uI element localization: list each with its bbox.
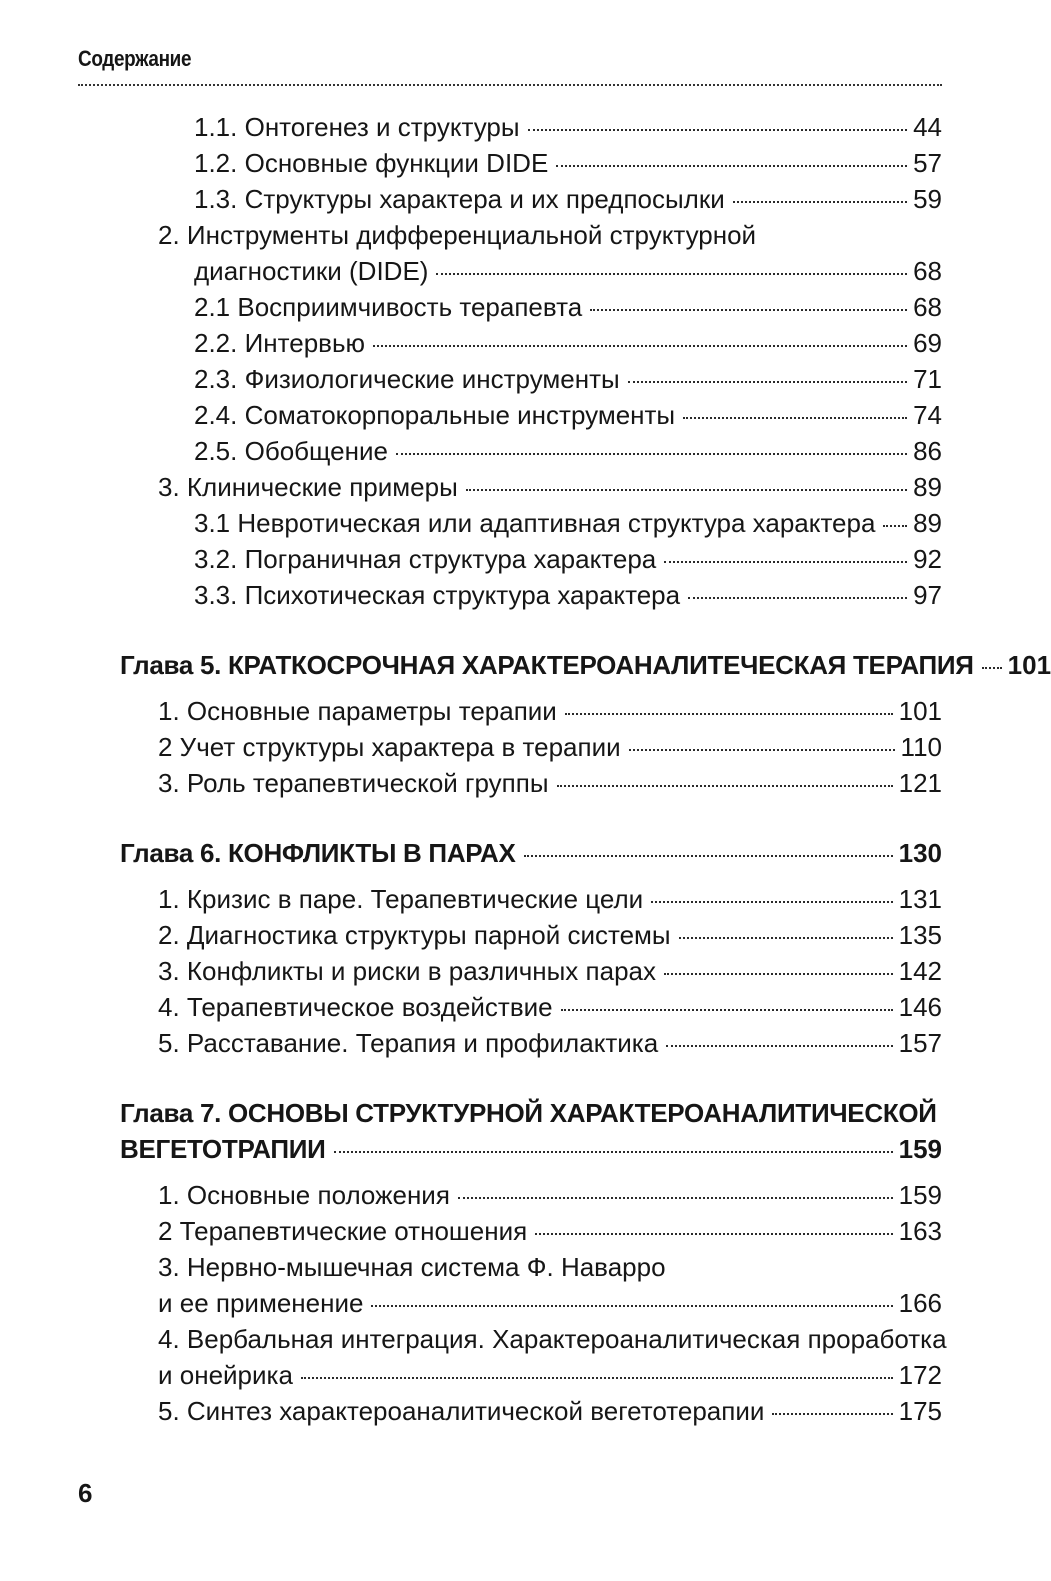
toc-entry-title: 2.3. Физиологические инструменты — [194, 364, 620, 394]
running-header-title: Содержание — [78, 46, 192, 71]
dot-leader — [334, 1151, 893, 1153]
toc-entry-title-line1[interactable]: 2. Инструменты дифференциальной структурной — [158, 220, 757, 250]
toc-entry-title: 2.2. Интервью — [194, 328, 366, 358]
toc-entry[interactable] — [194, 112, 942, 142]
dot-leader — [772, 1413, 892, 1415]
toc-entry-page: 159 — [898, 1180, 942, 1210]
toc-entry[interactable] — [158, 732, 942, 762]
toc-entry-page: 68 — [913, 292, 942, 322]
toc-entry-title: 2.5. Обобщение — [194, 436, 388, 466]
dot-leader — [371, 1305, 892, 1307]
toc-entry[interactable] — [158, 1216, 942, 1246]
toc-entry[interactable] — [194, 400, 942, 430]
toc-entry-title: 5. Расставание. Терапия и профилактика — [158, 1028, 659, 1058]
dot-leader — [528, 129, 908, 131]
toc-entry[interactable] — [194, 256, 942, 286]
dot-leader — [683, 417, 907, 419]
dot-leader — [301, 1377, 893, 1379]
toc-chapter-page: 130 — [898, 838, 942, 868]
toc-entry[interactable] — [158, 992, 942, 1022]
toc-entry-title: 3.2. Пограничная структура характера — [194, 544, 657, 574]
toc-entry[interactable] — [158, 768, 942, 798]
toc-chapter[interactable] — [120, 1134, 942, 1164]
toc-entry-page: 163 — [898, 1216, 942, 1246]
dot-leader — [664, 561, 907, 563]
toc-entry[interactable] — [158, 920, 942, 950]
toc-chapter-page: 159 — [898, 1134, 942, 1164]
dot-leader — [561, 1009, 893, 1011]
dot-leader — [733, 201, 907, 203]
toc-entry[interactable] — [158, 1180, 942, 1210]
toc-entry-page: 157 — [898, 1028, 942, 1058]
dot-leader — [651, 901, 892, 903]
dot-leader — [590, 309, 907, 311]
toc-entry-title: 3.1 Невротическая или адаптивная структура характера — [194, 508, 876, 538]
toc-entry-title-line1[interactable]: 3. Нервно-мышечная система Ф. Наварро — [158, 1252, 666, 1282]
toc-entry-title: 3. Роль терапевтической группы — [158, 768, 549, 798]
toc-entry[interactable] — [158, 884, 942, 914]
toc-entry-page: 69 — [913, 328, 942, 358]
dot-leader — [666, 1045, 892, 1047]
dot-leader — [679, 937, 893, 939]
dot-leader — [557, 785, 893, 787]
dot-leader — [396, 453, 907, 455]
toc-entry-title: 4. Терапевтическое воздействие — [158, 992, 553, 1022]
toc-entry-title: диагностики (DIDE) — [194, 256, 429, 286]
toc-entry[interactable] — [194, 436, 942, 466]
toc-entry-page: 57 — [913, 148, 942, 178]
toc-entry-title: 1. Основные положения — [158, 1180, 450, 1210]
toc-entry-title: 3. Клинические примеры — [158, 472, 458, 502]
toc-entry-page: 110 — [900, 732, 942, 762]
toc-entry-title: 2 Терапевтические отношения — [158, 1216, 528, 1246]
toc-entry-title: 2 Учет структуры характера в терапии — [158, 732, 621, 762]
toc-entry-page: 101 — [898, 696, 942, 726]
toc-chapter-title: Глава 5. КРАТКОСРОЧНАЯ ХАРАКТЕРОАНАЛИТЕЧЕСКАЯ ТЕРАПИЯ — [120, 650, 974, 680]
toc-entry-title: 1.1. Онтогенез и структуры — [194, 112, 520, 142]
toc-entry[interactable] — [194, 364, 942, 394]
toc-entry-page: 121 — [898, 768, 942, 798]
dot-leader — [664, 973, 893, 975]
toc-entry-title: 2. Диагностика структуры парной системы — [158, 920, 671, 950]
toc-entry[interactable] — [158, 1028, 942, 1058]
toc-chapter-title: Глава 6. КОНФЛИКТЫ В ПАРАХ — [120, 838, 516, 868]
dot-leader — [373, 345, 907, 347]
toc-entry[interactable] — [194, 148, 942, 178]
toc-entry-page: 166 — [898, 1288, 942, 1318]
toc-entry[interactable] — [194, 184, 942, 214]
toc-entry-page: 92 — [913, 544, 942, 574]
toc-entry[interactable] — [158, 1288, 942, 1318]
toc-entry[interactable] — [158, 696, 942, 726]
toc-entry-page: 97 — [913, 580, 942, 610]
toc-chapter[interactable] — [120, 650, 1051, 680]
dot-leader — [628, 381, 907, 383]
toc-entry-page: 71 — [913, 364, 942, 394]
toc-entry[interactable] — [158, 956, 942, 986]
toc-entry[interactable] — [194, 544, 942, 574]
toc-entry-page: 68 — [913, 256, 942, 286]
page-number: 6 — [78, 1478, 93, 1508]
toc-entry-title: 1. Кризис в паре. Терапевтические цели — [158, 884, 644, 914]
toc-entry-title: 3. Конфликты и риски в различных парах — [158, 956, 656, 986]
toc-entry[interactable] — [158, 1360, 942, 1390]
toc-entry-page: 135 — [898, 920, 942, 950]
dot-leader — [688, 597, 907, 599]
toc-entry[interactable] — [194, 292, 942, 322]
toc-entry-title-line1[interactable]: 4. Вербальная интеграция. Характероаналитическая проработка — [158, 1324, 947, 1354]
toc-entry-page: 86 — [913, 436, 942, 466]
toc-entry-title: и онейрика — [158, 1360, 293, 1390]
dot-leader — [982, 667, 1002, 669]
toc-chapter-title-line1[interactable]: Глава 7. ОСНОВЫ СТРУКТУРНОЙ ХАРАКТЕРОАНАЛИТИЧЕСКОЙ — [120, 1098, 937, 1128]
toc-chapter-title: ВЕГЕТОТРАПИИ — [120, 1134, 326, 1164]
toc-entry-page: 175 — [898, 1396, 942, 1426]
toc-entry-page: 44 — [913, 112, 942, 142]
dot-leader — [883, 525, 907, 527]
toc-entry[interactable] — [194, 328, 942, 358]
toc-entry-title: 2.4. Соматокорпоральные инструменты — [194, 400, 676, 430]
toc-entry-page: 172 — [898, 1360, 942, 1390]
header-dotted-rule — [78, 84, 942, 86]
toc-entry[interactable] — [194, 580, 942, 610]
toc-entry[interactable] — [158, 1396, 942, 1426]
toc-entry-title: 2.1 Восприимчивость терапевта — [194, 292, 583, 322]
toc-entry-page: 74 — [913, 400, 942, 430]
toc-entry[interactable] — [194, 508, 942, 538]
dot-leader — [565, 713, 893, 715]
toc-chapter[interactable] — [120, 838, 942, 868]
toc-entry-title: 1.3. Структуры характера и их предпосылки — [194, 184, 725, 214]
toc-entry-title: и ее применение — [158, 1288, 364, 1318]
toc-entry[interactable] — [158, 472, 942, 502]
dot-leader — [458, 1197, 893, 1199]
toc-entry-page: 89 — [913, 472, 942, 502]
dot-leader — [436, 273, 907, 275]
toc-entry-page: 142 — [898, 956, 942, 986]
dot-leader — [535, 1233, 892, 1235]
toc-entry-page: 146 — [898, 992, 942, 1022]
dot-leader — [466, 489, 907, 491]
toc-entry-title: 5. Синтез характероаналитической вегетотерапии — [158, 1396, 765, 1426]
dot-leader — [556, 165, 907, 167]
dot-leader — [629, 749, 895, 751]
toc-entry-page: 59 — [913, 184, 942, 214]
toc-entry-page: 131 — [898, 884, 942, 914]
toc-entry-title: 1. Основные параметры терапии — [158, 696, 557, 726]
toc-chapter-page: 101 — [1007, 650, 1051, 680]
toc-entry-title: 1.2. Основные функции DIDE — [194, 148, 549, 178]
toc-entry-page: 89 — [913, 508, 942, 538]
dot-leader — [524, 855, 893, 857]
toc-entry-title: 3.3. Психотическая структура характера — [194, 580, 681, 610]
